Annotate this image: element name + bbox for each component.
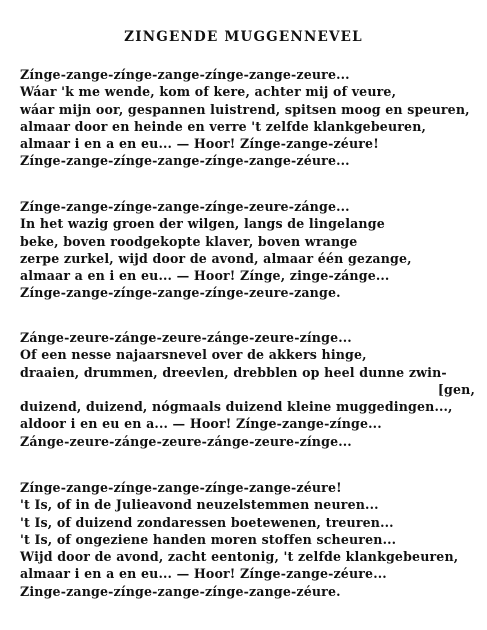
- poem-line: Zánge-zeure-zánge-zeure-zánge-zeure-zínge...: [20, 330, 352, 345]
- stanza-1: [20, 66, 475, 170]
- poem-line: almaar a en i en eu... — Hoor! Zínge, zinge-zánge...: [20, 268, 390, 284]
- poem-line: Zínge-zange-zínge-zange-zínge-zeure-zánge...: [20, 199, 350, 214]
- poem-line: Of een nesse najaarsnevel over de akkers hinge,: [20, 347, 367, 363]
- poem-line: 't Is, of duizend zondaressen boetewenen, treuren...: [20, 514, 394, 530]
- stanza-2: [20, 198, 475, 302]
- poem-line: Zínge-zange-zínge-zange-zínge-zeure-zange.: [20, 285, 341, 301]
- poem-line-continuation: [gen,: [437, 381, 475, 397]
- poem-line: Wijd door de avond, zacht eentonig, 't zelfde klankgebeuren,: [20, 549, 459, 565]
- stanza-3: [20, 329, 475, 450]
- poem-line: In het wazig groen der wilgen, langs de lingelange: [20, 216, 385, 232]
- poem-line: aldoor i en eu en a... — Hoor! Zínge-zange-zínge...: [20, 416, 382, 432]
- poem-line: Zánge-zeure-zánge-zeure-zánge-zeure-zínge...: [20, 433, 352, 449]
- poem-line: almaar door en heinde en verre 't zelfde klankgebeuren,: [20, 118, 427, 134]
- poem-line: zerpe zurkel, wijd door de avond, almaar één gezange,: [20, 250, 412, 266]
- poem-line: Zínge-zange-zínge-zange-zínge-zange-zéure...: [20, 153, 350, 169]
- poem-line: duizend, duizend, nógmaals duizend kleine muggedingen...,: [20, 399, 453, 415]
- poem-line: almaar i en a en eu... — Hoor! Zínge-zange-zéure...: [20, 566, 387, 582]
- poem-line: draaien, drummen, dreevlen, drebblen op heel dunne zwin-: [20, 364, 447, 380]
- poem-line: 't Is, of ongeziene handen moren stoffen scheuren...: [20, 531, 397, 547]
- poem-line: Zínge-zange-zínge-zange-zínge-zange-zéure!: [20, 480, 342, 495]
- poem-line: beke, boven roodgekopte klaver, boven wrange: [20, 233, 358, 249]
- poem-line: Wáar 'k me wende, kom of kere, achter mij of veure,: [20, 84, 397, 100]
- poem-line: Zínge-zange-zínge-zange-zínge-zange-zeure...: [20, 67, 350, 82]
- stanza-4: [20, 479, 475, 600]
- poem-title: ZINGENDE MUGGENNEVEL: [124, 29, 363, 45]
- poem-line: Zinge-zange-zínge-zange-zínge-zange-zéure.: [20, 583, 341, 599]
- poem-line: almaar i en a en eu... — Hoor! Zínge-zange-zéure!: [20, 136, 379, 152]
- poem-line: 't Is, of in de Julieavond neuzelstemmen neuren...: [20, 497, 379, 513]
- poem-line: wáar mijn oor, gespannen luistrend, spitsen moog en speuren,: [20, 101, 470, 117]
